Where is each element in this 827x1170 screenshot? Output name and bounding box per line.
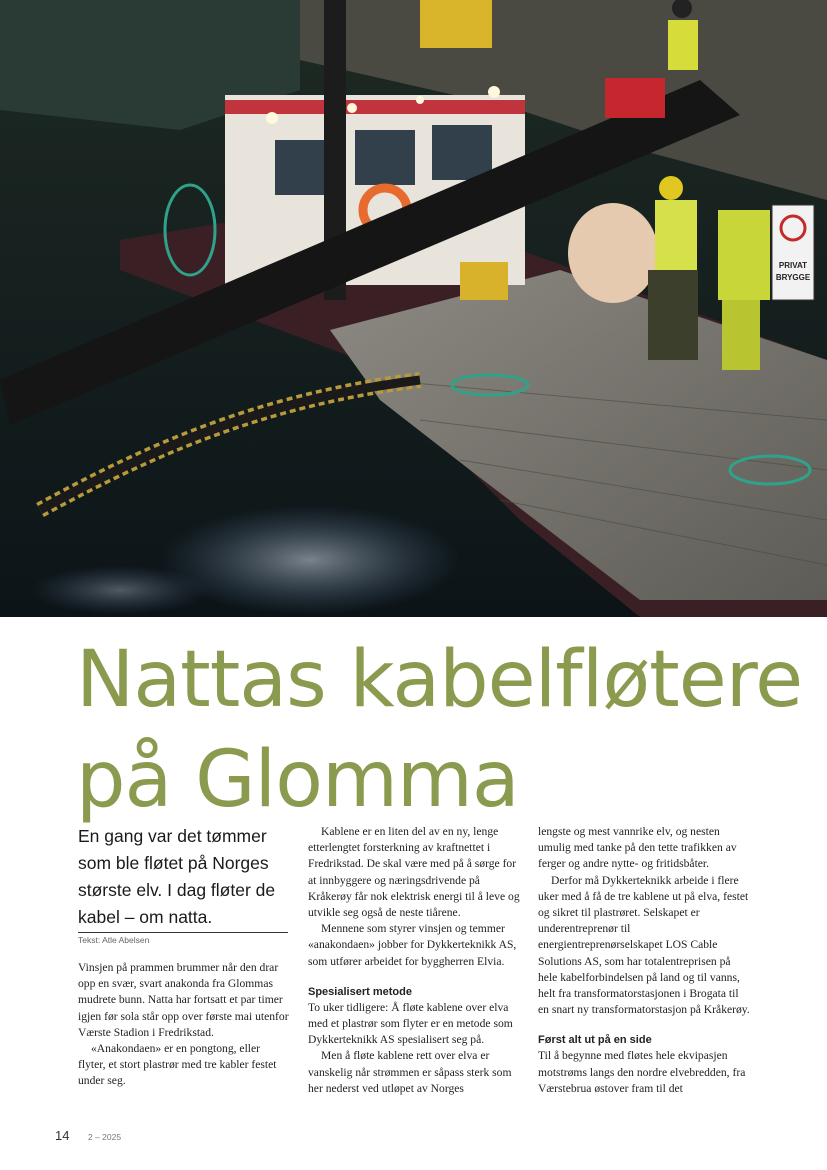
page-number: 14	[55, 1128, 70, 1143]
water-glint	[30, 565, 210, 615]
issue-label: 2 – 2025	[88, 1132, 122, 1142]
paragraph: Vinsjen på prammen brummer når den drar opp en svær, svart anakonda fra Glommas mudrete bunn. Natta har fortsatt et par timer igjen før sola står opp over første mai utenfor Værste Stadion i Fredrikstad.	[78, 961, 289, 1039]
paragraph: Derfor må Dykkerteknikk arbeide i flere uker med å få de tre kablene ut på elva, festet og sikret til plastrøret. Selskapet er underentreprenør til energientreprenørselskapet LOS Cable Solutions AS, som har totalentreprisen på hele kabelforbindelsen på land og til vanns, helt fra transformatorstasjonen i Brogata til en snart ny transformatorstasjon på Kråkerøy.	[538, 873, 750, 1017]
subheading: Først alt ut på en side	[538, 1034, 652, 1047]
article-title	[76, 630, 816, 830]
paragraph: To uker tidligere: Å fløte kablene over elva med et plastrør som flyter er en metode som Dykkerteknikk AS spesialisert seg på.	[308, 1000, 513, 1047]
water-glint	[160, 505, 460, 615]
title-line-2: på Glomma	[76, 735, 519, 825]
column-3	[538, 824, 750, 1097]
paragraph: Til å begynne med fløtes hele ekvipasjen motstrøms langs den nordre elvebredden, fra Værstebrua østover fram til det	[538, 1049, 746, 1095]
paragraph: «Anakondaen» er en pongtong, eller flyter, et stort plastrør med tre kabler festet under seg.	[78, 1042, 277, 1088]
wheelhouse-trim	[225, 100, 525, 114]
subheading: Spesialisert metode	[308, 985, 412, 998]
wheelhouse-window	[275, 140, 325, 195]
private-dock-sign	[772, 205, 814, 300]
worker-1	[648, 176, 698, 360]
paragraph: Kablene er en liten del av en ny, lenge etterlengtet forsterkning av kraftnettet i Fredrikstad. De skal være med på å sørge for at innbyggere og næringsdrivende på Kråkerøy får nok elektrisk energi til å leve og utvikle seg også de neste tiårene.	[308, 825, 520, 920]
yellow-case	[460, 262, 508, 300]
paragraph: Mennene som styrer vinsjen og temmer «anakondaen» jobber for Dykkerteknikk AS, som utfører arbeidet for byggherren Elvia.	[308, 922, 517, 968]
buoy	[568, 203, 658, 303]
red-jerrycans	[605, 78, 665, 118]
sign-text-1: PRIVAT	[778, 261, 808, 270]
lead-divider	[78, 932, 288, 933]
sign-text-2: BRYGGE	[775, 273, 811, 282]
byline: Tekst: Atle Abelsen	[78, 935, 150, 945]
paragraph: lengste og mest vannrike elv, og nesten umulig med tanke på den tette trafikken av ferger og andre nytte- og fritidsbåter.	[538, 825, 737, 871]
paragraph: Men å fløte kablene rett over elva er vanskelig når strømmen er såpass sterk som her nederst ved utløpet av Norges	[308, 1049, 512, 1095]
wheelhouse-window	[355, 130, 415, 185]
yellow-generator	[420, 0, 492, 48]
article-lead: En gang var det tømmer som ble fløtet på Norges største elv. I dag fløter de kabel – om natta.	[78, 826, 276, 927]
title-line-1: Nattas kabelfløtere	[76, 635, 803, 725]
wheelhouse-window	[432, 125, 492, 180]
column-1	[78, 960, 290, 1090]
column-2	[308, 824, 520, 1097]
